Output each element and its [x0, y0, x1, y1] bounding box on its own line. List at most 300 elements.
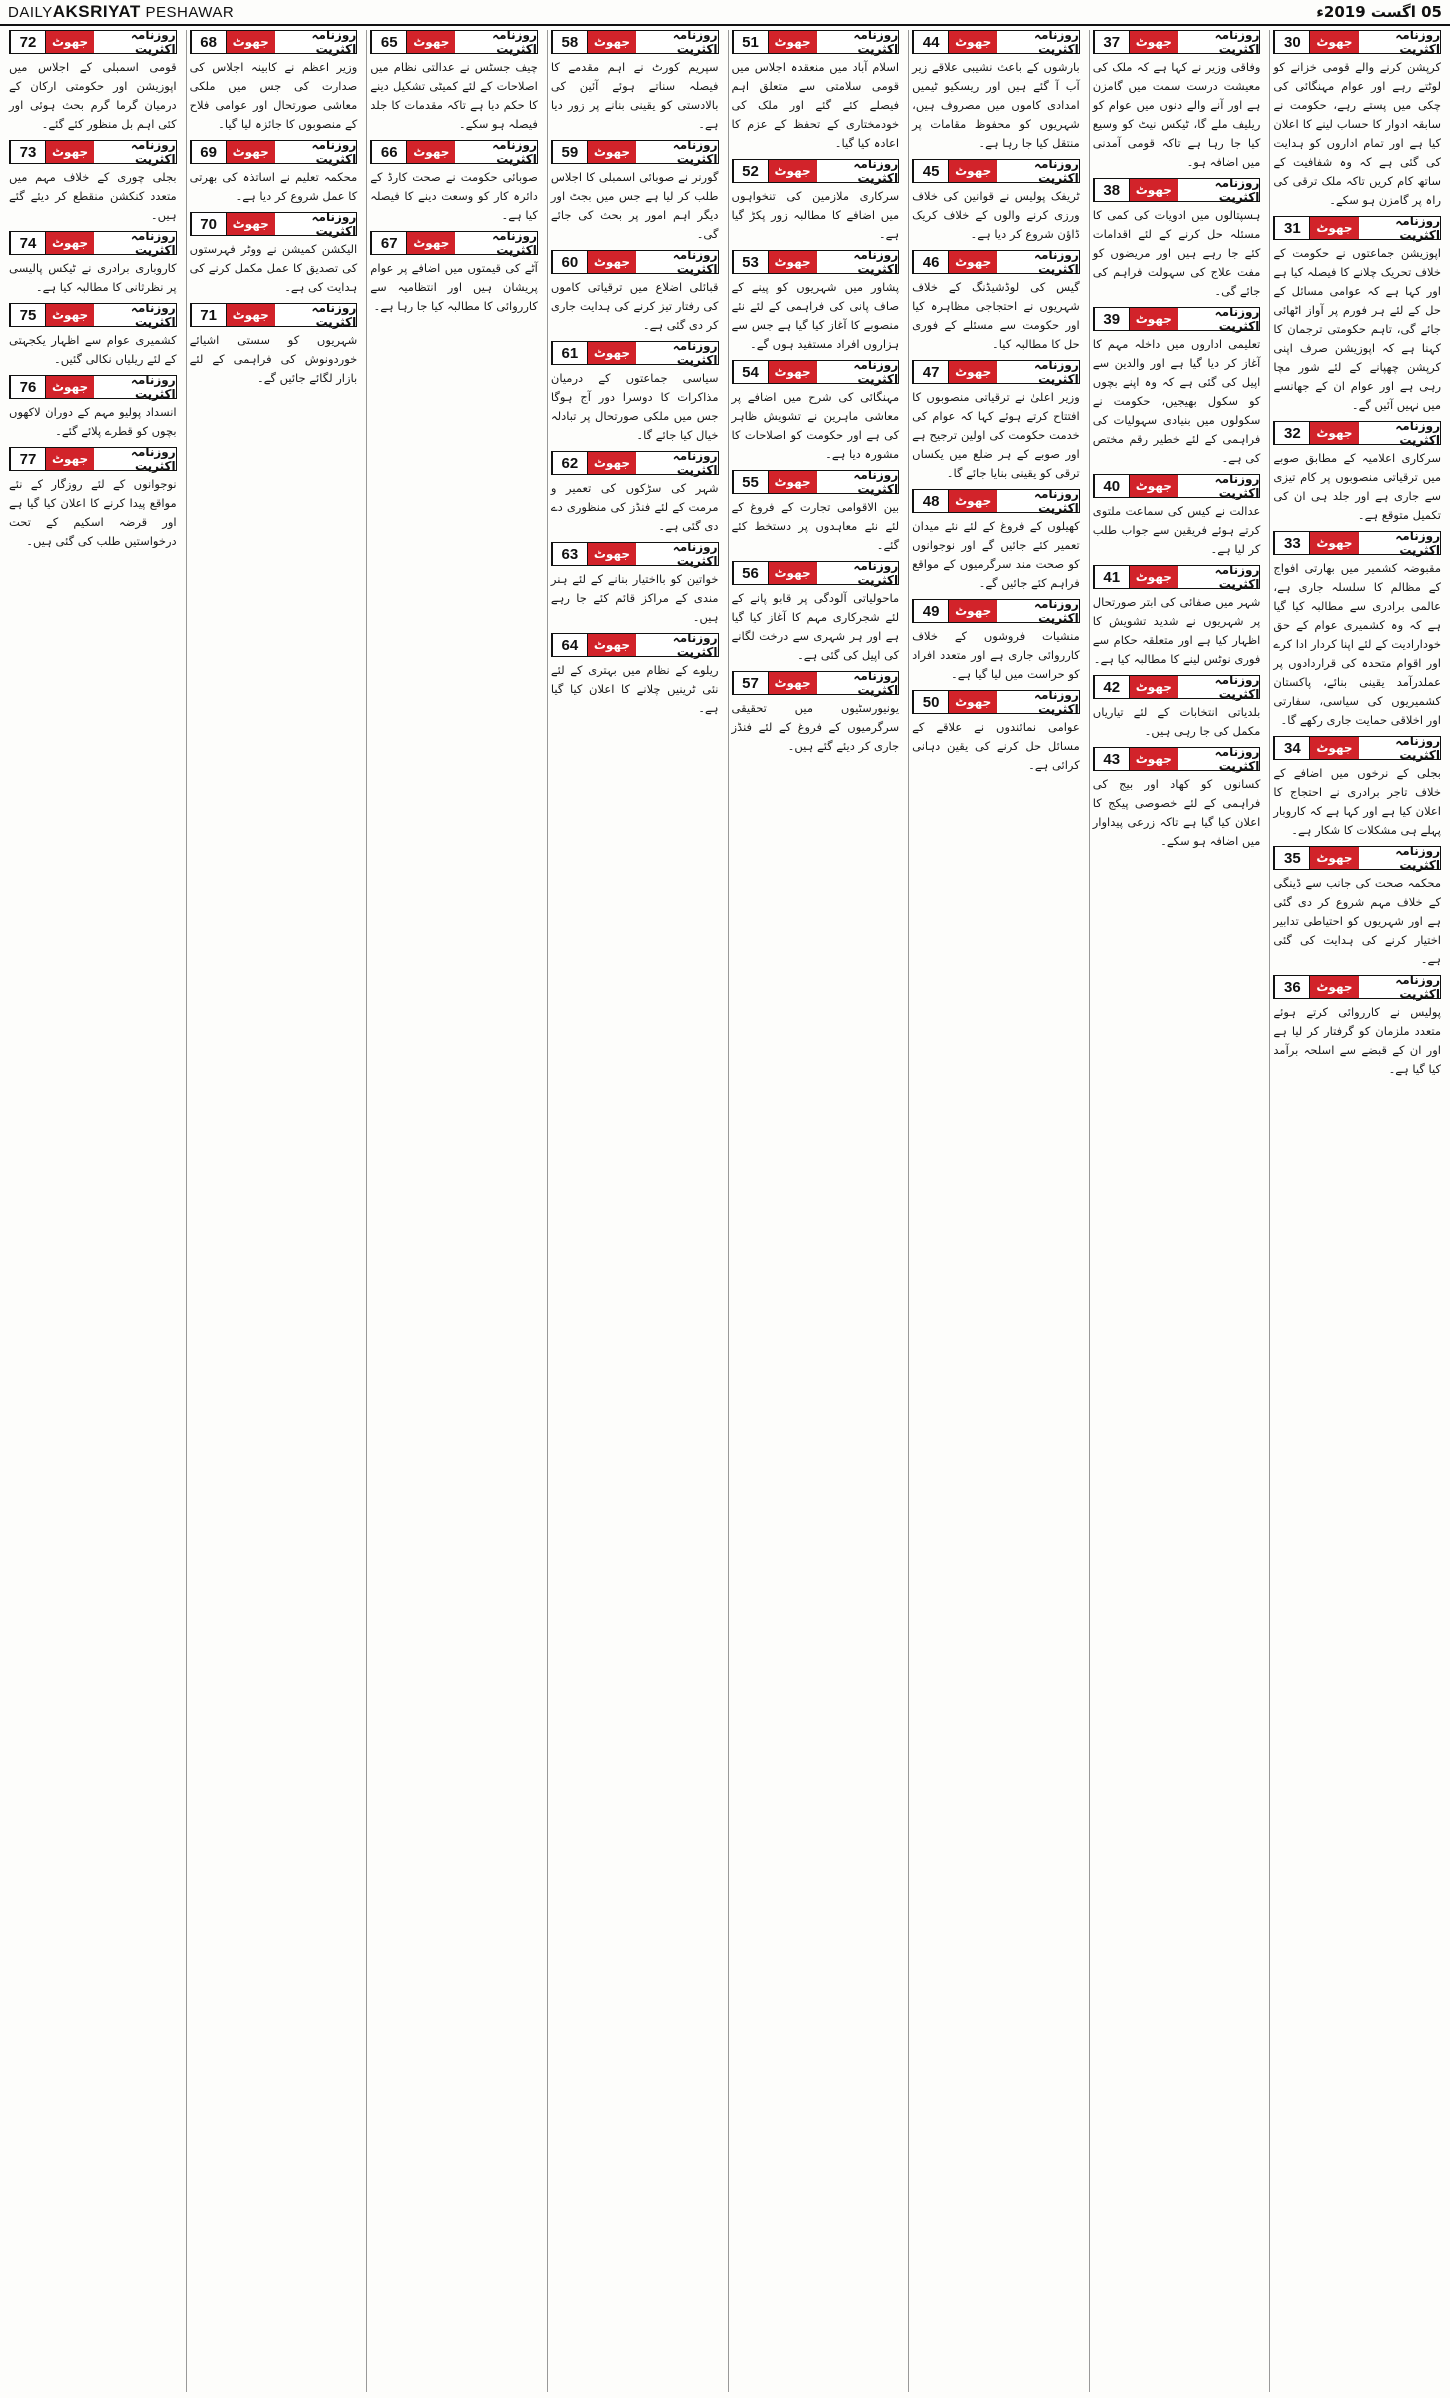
story-header — [1093, 675, 1261, 699]
story-tag: جھوٹ — [45, 31, 94, 53]
story-header — [9, 303, 177, 327]
story-body: کرپشن کرنے والے قومی خزانے کو لوٹتے رہے اور عوام مہنگائی کی چکی میں پستے رہے، حکومت نے سابقہ ادوار کا حساب لینے کا اعلان کیا ہے اور تمام اداروں کو ہدایت کی گئی ہے کہ وہ شفافیت کے ساتھ کام کریں تاکہ ملک ترقی کی راہ پر گامزن ہو سکے۔ — [1273, 60, 1441, 207]
story-source: روزنامہ اکثریت — [1178, 31, 1259, 53]
news-story — [912, 250, 1080, 354]
story-body: عدالت نے کیس کی سماعت ملتوی کرتے ہوئے فریقین سے جواب طلب کر لیا ہے۔ — [1092, 504, 1261, 556]
story-source: روزنامہ اکثریت — [94, 376, 175, 398]
story-header — [1093, 747, 1261, 771]
story-body: گیس کی لوڈشیڈنگ کے خلاف شہریوں نے احتجاجی مظاہرہ کیا اور حکومت سے مسئلے کے فوری حل کا مطالبہ کیا۔ — [912, 280, 1080, 351]
news-story — [190, 303, 358, 388]
story-source: روزنامہ اکثریت — [817, 251, 898, 273]
story-tag: جھوٹ — [948, 691, 997, 713]
story-number: 69 — [191, 141, 226, 163]
story-number: 49 — [913, 600, 948, 622]
story-number: 65 — [371, 31, 406, 53]
story-number: 58 — [552, 31, 587, 53]
story-header — [551, 633, 719, 657]
story-number: 64 — [552, 634, 587, 656]
brand-city: PESHAWAR — [145, 4, 235, 21]
story-source: روزنامہ اکثریت — [1178, 475, 1259, 497]
story-body: وزیر اعلیٰ نے ترقیاتی منصوبوں کا افتتاح کرتے ہوئے کہا کہ عوام کی خدمت حکومت کی اولین ترجیح ہے اور صوبے کے ہر ضلع میں یکساں ترقی کو یقینی بنایا جائے گا۔ — [912, 390, 1080, 480]
story-number: 77 — [10, 448, 45, 470]
story-body: بجلی چوری کے خلاف مہم میں متعدد کنکشن منقطع کر دیئے گئے ہیں۔ — [9, 170, 177, 222]
story-body: نوجوانوں کے لئے روزگار کے نئے مواقع پیدا کرنے کا اعلان کیا گیا ہے اور قرضہ اسکیم کے تحت درخواستیں طلب کی گئی ہیں۔ — [9, 477, 177, 548]
story-header — [1093, 307, 1261, 331]
story-number: 31 — [1274, 217, 1309, 239]
story-number: 55 — [733, 471, 768, 493]
story-body: سرکاری اعلامیہ کے مطابق صوبے میں ترقیاتی منصوبوں پر کام تیزی سے جاری ہے اور جلد ہی ان کی تکمیل متوقع ہے۔ — [1273, 451, 1441, 522]
story-tag: جھوٹ — [1309, 532, 1358, 554]
story-source: روزنامہ اکثریت — [636, 452, 717, 474]
story-source: روزنامہ اکثریت — [1178, 676, 1259, 698]
news-story — [551, 542, 719, 627]
story-body: محکمہ صحت کی جانب سے ڈینگی کے خلاف مہم شروع کر دی گئی ہے اور شہریوں کو احتیاطی تدابیر اختیار کرنے کی ہدایت کی گئی ہے۔ — [1273, 876, 1441, 966]
story-body: منشیات فروشوں کے خلاف کارروائی جاری ہے اور متعدد افراد کو حراست میں لیا گیا ہے۔ — [912, 629, 1080, 681]
story-number: 43 — [1094, 748, 1129, 770]
story-tag: جھوٹ — [45, 232, 94, 254]
news-story — [1093, 747, 1261, 851]
column-5 — [547, 30, 722, 2392]
story-number: 63 — [552, 543, 587, 565]
story-number: 41 — [1094, 566, 1129, 588]
news-story — [1273, 975, 1441, 1079]
story-source: روزنامہ اکثریت — [817, 672, 898, 694]
story-source: روزنامہ اکثریت — [817, 562, 898, 584]
story-body: آٹے کی قیمتوں میں اضافے پر عوام پریشان ہیں اور انتظامیہ سے کارروائی کا مطالبہ کیا جا رہا ہے۔ — [370, 261, 538, 313]
story-tag: جھوٹ — [1129, 676, 1178, 698]
brand-prefix: DAILY — [8, 4, 53, 21]
news-story — [732, 159, 900, 244]
story-body: ریلوے کے نظام میں بہتری کے لئے نئی ٹرینیں چلانے کا اعلان کیا گیا ہے۔ — [550, 663, 719, 715]
news-story — [551, 451, 719, 536]
masthead-brand — [8, 2, 234, 22]
news-story — [9, 30, 177, 134]
story-tag: جھوٹ — [948, 160, 997, 182]
story-number: 68 — [191, 31, 226, 53]
story-tag: جھوٹ — [768, 251, 817, 273]
news-story — [1093, 474, 1261, 559]
story-tag: جھوٹ — [587, 342, 636, 364]
news-story — [912, 360, 1080, 483]
news-story — [190, 30, 358, 134]
story-source: روزنامہ اکثریت — [997, 251, 1078, 273]
story-header — [190, 140, 358, 164]
story-header — [912, 159, 1080, 183]
story-body: شہریوں کو سستی اشیائے خوردونوش کی فراہمی کے لئے بازار لگائے جائیں گے۔ — [189, 333, 358, 385]
story-tag: جھوٹ — [587, 452, 636, 474]
story-header — [732, 470, 900, 494]
story-source: روزنامہ اکثریت — [455, 141, 536, 163]
story-body: قبائلی اضلاع میں ترقیاتی کاموں کی رفتار تیز کرنے کی ہدایت جاری کر دی گئی ہے۔ — [550, 280, 719, 332]
story-header — [1273, 421, 1441, 445]
story-body: ٹریفک پولیس نے قوانین کی خلاف ورزی کرنے والوں کے خلاف کریک ڈاؤن شروع کر دیا ہے۔ — [912, 189, 1080, 241]
story-tag: جھوٹ — [587, 634, 636, 656]
story-source: روزنامہ اکثریت — [817, 160, 898, 182]
story-header — [551, 451, 719, 475]
story-number: 38 — [1094, 179, 1129, 201]
news-story — [1093, 675, 1261, 741]
story-header — [912, 30, 1080, 54]
story-header — [9, 30, 177, 54]
story-tag: جھوٹ — [1309, 422, 1358, 444]
story-number: 60 — [552, 251, 587, 273]
story-number: 36 — [1274, 976, 1309, 998]
story-tag: جھوٹ — [1309, 737, 1358, 759]
news-story — [1273, 421, 1441, 525]
news-story — [9, 447, 177, 551]
story-source: روزنامہ اکثریت — [1178, 748, 1259, 770]
story-source: روزنامہ اکثریت — [1359, 532, 1440, 554]
story-source: روزنامہ اکثریت — [94, 232, 175, 254]
story-header — [9, 375, 177, 399]
story-tag: جھوٹ — [948, 31, 997, 53]
story-number: 53 — [733, 251, 768, 273]
story-source: روزنامہ اکثریت — [636, 342, 717, 364]
story-source: روزنامہ اکثریت — [1178, 566, 1259, 588]
masthead — [0, 0, 1450, 26]
story-body: شہر میں صفائی کی ابتر صورتحال پر شہریوں نے شدید تشویش کا اظہار کیا ہے اور متعلقہ حکام سے فوری نوٹس لینے کا مطالبہ کیا ہے۔ — [1092, 595, 1261, 666]
story-source: روزنامہ اکثریت — [94, 304, 175, 326]
story-header — [370, 140, 538, 164]
news-story — [912, 159, 1080, 244]
story-source: روزنامہ اکثریت — [94, 31, 175, 53]
story-tag: جھوٹ — [1129, 179, 1178, 201]
story-number: 54 — [733, 361, 768, 383]
story-source: روزنامہ اکثریت — [1359, 31, 1440, 53]
story-tag: جھوٹ — [768, 562, 817, 584]
story-body: وزیر اعظم نے کابینہ اجلاس کی صدارت کی جس میں ملکی معاشی صورتحال اور عوامی فلاح کے منصوبوں کا جائزہ لیا گیا۔ — [189, 60, 358, 131]
story-number: 71 — [191, 304, 226, 326]
news-story — [1093, 178, 1261, 301]
story-header — [1273, 846, 1441, 870]
story-number: 75 — [10, 304, 45, 326]
column-7 — [186, 30, 361, 2392]
story-tag: جھوٹ — [587, 543, 636, 565]
story-source: روزنامہ اکثریت — [997, 361, 1078, 383]
story-tag: جھوٹ — [768, 31, 817, 53]
news-story — [1273, 216, 1441, 415]
story-body: صوبائی حکومت نے صحت کارڈ کے دائرہ کار کو وسعت دینے کا فیصلہ کیا ہے۔ — [370, 170, 538, 222]
story-number: 61 — [552, 342, 587, 364]
story-tag: جھوٹ — [1129, 31, 1178, 53]
story-tag: جھوٹ — [587, 141, 636, 163]
story-header — [732, 561, 900, 585]
news-story — [551, 30, 719, 134]
story-header — [1093, 565, 1261, 589]
news-story — [732, 561, 900, 665]
story-number: 50 — [913, 691, 948, 713]
story-header — [551, 341, 719, 365]
column-3 — [908, 30, 1083, 2392]
story-source: روزنامہ اکثریت — [1359, 217, 1440, 239]
story-header — [190, 303, 358, 327]
story-tag: جھوٹ — [1129, 475, 1178, 497]
story-number: 39 — [1094, 308, 1129, 330]
story-number: 70 — [191, 213, 226, 235]
story-tag: جھوٹ — [45, 448, 94, 470]
news-story — [732, 470, 900, 555]
story-number: 47 — [913, 361, 948, 383]
story-tag: جھوٹ — [948, 361, 997, 383]
news-story — [551, 250, 719, 335]
story-body: کھیلوں کے فروغ کے لئے نئے میدان تعمیر کئے جائیں گے اور نوجوانوں کو صحت مند سرگرمیوں کے مواقع فراہم کئے جائیں گے۔ — [912, 519, 1080, 590]
story-number: 66 — [371, 141, 406, 163]
story-header — [912, 599, 1080, 623]
story-body: کشمیری عوام سے اظہار یکجہتی کے لئے ریلیاں نکالی گئیں۔ — [9, 333, 177, 366]
news-story — [732, 250, 900, 354]
story-header — [912, 690, 1080, 714]
story-header — [912, 250, 1080, 274]
column-4 — [728, 30, 903, 2392]
news-story — [1093, 565, 1261, 669]
story-body: محکمہ تعلیم نے اساتذہ کی بھرتی کا عمل شروع کر دیا ہے۔ — [189, 170, 358, 203]
story-body: شہر کی سڑکوں کی تعمیر و مرمت کے لئے فنڈز کی منظوری دے دی گئی ہے۔ — [550, 481, 719, 533]
story-body: کاروباری برادری نے ٹیکس پالیسی پر نظرثانی کا مطالبہ کیا ہے۔ — [9, 261, 177, 294]
news-story — [9, 140, 177, 225]
story-source: روزنامہ اکثریت — [1178, 179, 1259, 201]
news-story — [1273, 531, 1441, 730]
story-number: 51 — [733, 31, 768, 53]
story-number: 45 — [913, 160, 948, 182]
story-tag: جھوٹ — [406, 232, 455, 254]
news-story — [190, 140, 358, 206]
story-tag: جھوٹ — [1309, 217, 1358, 239]
story-source: روزنامہ اکثریت — [1178, 308, 1259, 330]
story-number: 42 — [1094, 676, 1129, 698]
story-tag: جھوٹ — [768, 361, 817, 383]
story-number: 40 — [1094, 475, 1129, 497]
story-tag: جھوٹ — [1129, 308, 1178, 330]
story-tag: جھوٹ — [226, 213, 275, 235]
news-story — [1093, 30, 1261, 172]
brand-name: AKSRIYAT — [52, 2, 141, 21]
story-body: اسلام آباد میں منعقدہ اجلاس میں قومی سلامتی سے متعلق اہم فیصلے کئے گئے اور ملک کی خودمختاری کے تحفظ کے عزم کا اعادہ کیا گیا۔ — [731, 60, 900, 150]
story-tag: جھوٹ — [226, 31, 275, 53]
news-story — [912, 489, 1080, 593]
story-number: 57 — [733, 672, 768, 694]
news-story — [1273, 846, 1441, 969]
news-story — [370, 231, 538, 316]
story-number: 48 — [913, 490, 948, 512]
story-header — [9, 447, 177, 471]
news-story — [912, 30, 1080, 153]
story-tag: جھوٹ — [45, 304, 94, 326]
story-tag: جھوٹ — [948, 600, 997, 622]
column-1 — [1269, 30, 1444, 2392]
story-source: روزنامہ اکثریت — [997, 31, 1078, 53]
story-number: 30 — [1274, 31, 1309, 53]
story-source: روزنامہ اکثریت — [275, 213, 356, 235]
news-story — [1273, 30, 1441, 210]
story-body: خواتین کو بااختیار بنانے کے لئے ہنر مندی کے مراکز قائم کئے جا رہے ہیں۔ — [550, 572, 719, 624]
story-number: 73 — [10, 141, 45, 163]
story-header — [370, 30, 538, 54]
news-story — [551, 140, 719, 244]
story-header — [9, 231, 177, 255]
news-story — [9, 303, 177, 369]
story-number: 35 — [1274, 847, 1309, 869]
story-body: الیکشن کمیشن نے ووٹر فہرستوں کی تصدیق کا عمل مکمل کرنے کی ہدایت کی ہے۔ — [189, 242, 358, 294]
news-story — [1093, 307, 1261, 468]
story-number: 56 — [733, 562, 768, 584]
news-story — [9, 375, 177, 441]
story-tag: جھوٹ — [45, 376, 94, 398]
story-header — [732, 360, 900, 384]
story-body: کسانوں کو کھاد اور بیج کی فراہمی کے لئے خصوصی پیکج کا اعلان کیا گیا ہے تاکہ زرعی پیداوار میں اضافہ ہو سکے۔ — [1092, 777, 1261, 848]
story-header — [9, 140, 177, 164]
story-number: 46 — [913, 251, 948, 273]
story-source: روزنامہ اکثریت — [275, 304, 356, 326]
story-tag: جھوٹ — [587, 31, 636, 53]
news-story — [732, 671, 900, 756]
news-story — [732, 30, 900, 153]
story-body: گورنر نے صوبائی اسمبلی کا اجلاس طلب کر لیا ہے جس میں بجٹ اور دیگر اہم امور پر بحث کی جائے گی۔ — [550, 170, 719, 241]
news-story — [1273, 736, 1441, 840]
story-tag: جھوٹ — [226, 304, 275, 326]
news-story — [551, 341, 719, 445]
story-header — [912, 360, 1080, 384]
column-2 — [1089, 30, 1264, 2392]
story-source: روزنامہ اکثریت — [636, 251, 717, 273]
story-tag: جھوٹ — [1129, 566, 1178, 588]
story-source: روزنامہ اکثریت — [997, 691, 1078, 713]
story-body: چیف جسٹس نے عدالتی نظام میں اصلاحات کے لئے کمیٹی تشکیل دینے کا حکم دیا ہے تاکہ مقدمات کا جلد فیصلہ ہو سکے۔ — [370, 60, 538, 131]
story-source: روزنامہ اکثریت — [817, 361, 898, 383]
story-tag: جھوٹ — [768, 471, 817, 493]
story-source: روزنامہ اکثریت — [817, 31, 898, 53]
story-body: تعلیمی اداروں میں داخلہ مہم کا آغاز کر دیا گیا ہے اور والدین سے اپیل کی گئی ہے کہ وہ اپنے بچوں کو سکول بھیجیں، حکومت نے سکولوں میں بنیادی سہولیات کی فراہمی کے لئے خطیر رقم مختص کی ہے۔ — [1092, 337, 1261, 465]
story-header — [1273, 736, 1441, 760]
story-body: مقبوضہ کشمیر میں بھارتی افواج کے مظالم کا سلسلہ جاری ہے، عالمی برادری سے مطالبہ کیا گیا ہے کہ وہ کشمیری عوام کے حق خودارادیت کے لئے اپنا کردار ادا کرے اور اقوام متحدہ کی قراردادوں پر عملدرآمد یقینی بنائے، پاکستان کشمیریوں کی سیاسی، سفارتی اور اخلاقی حمایت جاری رکھے گا۔ — [1273, 561, 1441, 727]
story-source: روزنامہ اکثریت — [997, 160, 1078, 182]
news-story — [912, 690, 1080, 775]
news-story — [9, 231, 177, 297]
story-source: روزنامہ اکثریت — [275, 31, 356, 53]
story-header — [370, 231, 538, 255]
story-source: روزنامہ اکثریت — [455, 31, 536, 53]
masthead-date: 05 اگست 2019ء — [1316, 3, 1442, 21]
story-number: 33 — [1274, 532, 1309, 554]
story-source: روزنامہ اکثریت — [636, 141, 717, 163]
story-body: سرکاری ملازمین کی تنخواہوں میں اضافے کا مطالبہ زور پکڑ گیا ہے۔ — [731, 189, 900, 241]
story-number: 76 — [10, 376, 45, 398]
story-number: 34 — [1274, 737, 1309, 759]
story-tag: جھوٹ — [45, 141, 94, 163]
news-story — [370, 140, 538, 225]
story-header — [912, 489, 1080, 513]
column-8 — [6, 30, 180, 2392]
story-header — [1273, 975, 1441, 999]
column-6 — [366, 30, 541, 2392]
story-header — [732, 250, 900, 274]
story-body: انسداد پولیو مہم کے دوران لاکھوں بچوں کو قطرے پلائے گئے۔ — [9, 405, 177, 438]
story-body: ماحولیاتی آلودگی پر قابو پانے کے لئے شجرکاری مہم کا آغاز کیا گیا ہے اور ہر شہری سے درخت لگانے کی اپیل کی گئی ہے۔ — [731, 591, 900, 662]
story-body: پولیس نے کارروائی کرتے ہوئے متعدد ملزمان کو گرفتار کر لیا ہے اور ان کے قبضے سے اسلحہ برآمد کیا گیا ہے۔ — [1273, 1005, 1441, 1076]
story-header — [1273, 216, 1441, 240]
story-number: 67 — [371, 232, 406, 254]
story-body: بجلی کے نرخوں میں اضافے کے خلاف تاجر برادری نے احتجاج کا اعلان کیا ہے اور کہا ہے کہ کاروبار پہلے ہی مشکلات کا شکار ہے۔ — [1273, 766, 1441, 837]
story-source: روزنامہ اکثریت — [455, 232, 536, 254]
story-header — [551, 30, 719, 54]
news-story — [732, 360, 900, 464]
story-source: روزنامہ اکثریت — [636, 31, 717, 53]
story-number: 52 — [733, 160, 768, 182]
story-tag: جھوٹ — [768, 672, 817, 694]
story-body: پشاور میں شہریوں کو پینے کے صاف پانی کی فراہمی کے لئے نئے منصوبے کا آغاز کیا گیا ہے جس سے ہزاروں افراد مستفید ہوں گے۔ — [731, 280, 900, 351]
story-source: روزنامہ اکثریت — [275, 141, 356, 163]
story-header — [732, 671, 900, 695]
story-tag: جھوٹ — [587, 251, 636, 273]
story-source: روزنامہ اکثریت — [817, 471, 898, 493]
story-header — [1093, 30, 1261, 54]
news-story — [912, 599, 1080, 684]
story-tag: جھوٹ — [1129, 748, 1178, 770]
story-source: روزنامہ اکثریت — [1359, 422, 1440, 444]
story-body: وفاقی وزیر نے کہا ہے کہ ملک کی معیشت درست سمت میں گامزن ہے اور آنے والے دنوں میں عوام کو ریلیف ملے گا، ٹیکس نیٹ کو وسیع کیا جا رہا ہے تاکہ قومی آمدنی میں اضافہ ہو۔ — [1092, 60, 1261, 169]
story-header — [732, 159, 900, 183]
story-header — [551, 250, 719, 274]
story-number: 44 — [913, 31, 948, 53]
story-source: روزنامہ اکثریت — [636, 543, 717, 565]
story-body: سپریم کورٹ نے اہم مقدمے کا فیصلہ سناتے ہوئے آئین کی بالادستی کو یقینی بنانے پر زور دیا ہے۔ — [550, 60, 719, 131]
story-header — [190, 30, 358, 54]
news-story — [551, 633, 719, 718]
story-source: روزنامہ اکثریت — [636, 634, 717, 656]
story-tag: جھوٹ — [406, 141, 455, 163]
story-tag: جھوٹ — [948, 251, 997, 273]
story-header — [190, 212, 358, 236]
story-body: بارشوں کے باعث نشیبی علاقے زیر آب آ گئے ہیں اور ریسکیو ٹیمیں امدادی کاموں میں مصروف ہیں، شہریوں کو محفوظ مقامات پر منتقل کیا جا رہا ہے۔ — [912, 60, 1080, 150]
story-number: 32 — [1274, 422, 1309, 444]
story-body: مہنگائی کی شرح میں اضافے پر معاشی ماہرین نے تشویش ظاہر کی ہے اور حکومت کو اصلاحات کا مشورہ دیا ہے۔ — [731, 390, 900, 461]
story-source: روزنامہ اکثریت — [1359, 847, 1440, 869]
story-number: 59 — [552, 141, 587, 163]
story-header — [551, 140, 719, 164]
story-source: روزنامہ اکثریت — [997, 600, 1078, 622]
story-source: روزنامہ اکثریت — [1359, 976, 1440, 998]
story-header — [1273, 30, 1441, 54]
story-tag: جھوٹ — [1309, 31, 1358, 53]
story-source: روزنامہ اکثریت — [94, 141, 175, 163]
story-tag: جھوٹ — [1309, 847, 1358, 869]
story-tag: جھوٹ — [406, 31, 455, 53]
story-number: 62 — [552, 452, 587, 474]
story-header — [1093, 474, 1261, 498]
story-number: 74 — [10, 232, 45, 254]
story-body: عوامی نمائندوں نے علاقے کے مسائل حل کرنے کی یقین دہانی کرائی ہے۔ — [912, 720, 1080, 772]
story-body: ہسپتالوں میں ادویات کی کمی کا مسئلہ حل کرنے کے لئے اقدامات کئے جا رہے ہیں اور مریضوں کو مفت علاج کی سہولت فراہم کی جائے گی۔ — [1092, 208, 1261, 298]
story-body: یونیورسٹیوں میں تحقیقی سرگرمیوں کے فروغ کے لئے فنڈز جاری کر دیئے گئے ہیں۔ — [731, 701, 900, 753]
story-body: قومی اسمبلی کے اجلاس میں اپوزیشن اور حکومتی ارکان کے درمیان گرما گرم بحث ہوئی اور کئی اہم بل منظور کئے گئے۔ — [9, 60, 177, 131]
story-body: بلدیاتی انتخابات کے لئے تیاریاں مکمل کی جا رہی ہیں۔ — [1092, 705, 1261, 738]
story-header — [1273, 531, 1441, 555]
story-tag: جھوٹ — [948, 490, 997, 512]
story-source: روزنامہ اکثریت — [1359, 737, 1440, 759]
story-tag: جھوٹ — [1309, 976, 1358, 998]
story-source: روزنامہ اکثریت — [997, 490, 1078, 512]
news-story — [370, 30, 538, 134]
story-number: 72 — [10, 31, 45, 53]
story-tag: جھوٹ — [226, 141, 275, 163]
story-body: بین الاقوامی تجارت کے فروغ کے لئے نئے معاہدوں پر دستخط کئے گئے۔ — [731, 500, 900, 552]
story-tag: جھوٹ — [768, 160, 817, 182]
news-story — [190, 212, 358, 297]
story-body: اپوزیشن جماعتوں نے حکومت کے خلاف تحریک چلانے کا فیصلہ کیا ہے اور کہا ہے کہ عوامی مسائل کے حل کے لئے ہر فورم پر آواز اٹھائی جائے گی، تاہم حکومتی ترجمان کا کہنا ہے کہ اپوزیشن صرف اپنی کرپشن چھپانے کے لئے شور مچا رہی ہے اور عوام ان کے جھانسے میں نہیں آئیں گے۔ — [1273, 246, 1441, 412]
story-number: 37 — [1094, 31, 1129, 53]
story-header — [551, 542, 719, 566]
story-header — [732, 30, 900, 54]
story-header — [1093, 178, 1261, 202]
